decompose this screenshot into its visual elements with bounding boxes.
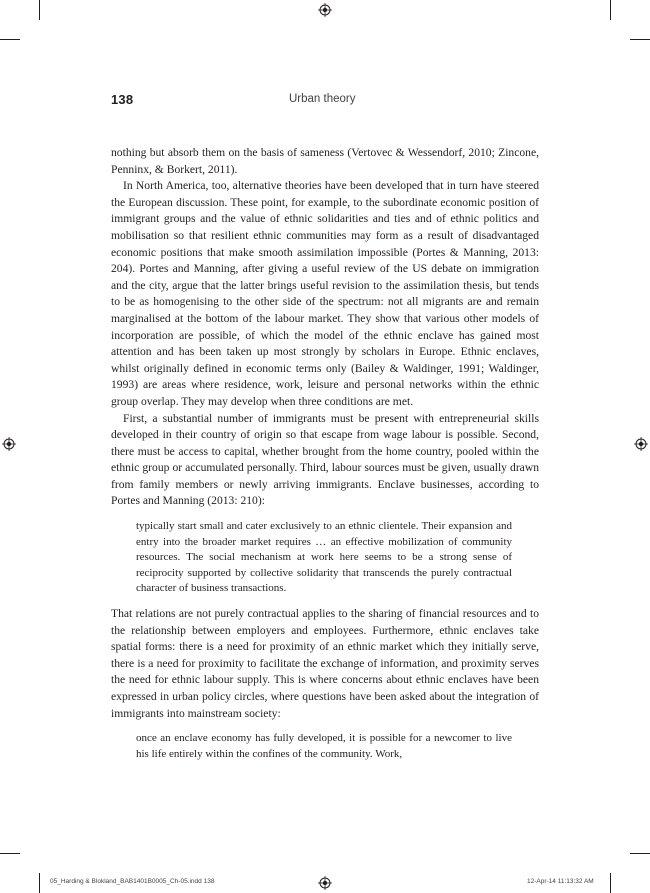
crop-mark-bottom-left bbox=[39, 873, 40, 893]
block-quote: once an enclave economy has fully developed, it is possible for a newcomer to live his life entirely within the confines of the community. Work, bbox=[136, 732, 512, 760]
crop-mark-left-top bbox=[0, 39, 20, 40]
paragraph: First, a substantial number of immigrants must be present with entrepreneurial skills developed in their country of origin so that escape from wage labour is possible. Second, there must be access to capital, whether brought from the home country, pooled within the ethnic group or accumulated personally. Third, labour sources must be given, usually drawn from family members or newly arriving immigrants. Enclave businesses, according to Portes and Manning (2013: 210): bbox=[111, 411, 539, 508]
footer-timestamp: 12-Apr-14 11:13:32 AM bbox=[527, 878, 594, 885]
crop-mark-bottom-right bbox=[610, 873, 611, 893]
registration-mark-right-icon bbox=[634, 437, 648, 451]
body-text bbox=[111, 145, 539, 771]
page-number: 138 bbox=[111, 92, 134, 107]
registration-mark-left-icon bbox=[2, 437, 16, 451]
footer-file-slug: 05_Harding & Blokland_BAB1401B0005_Ch-05.indd 138 bbox=[50, 878, 215, 885]
crop-mark-right-top bbox=[630, 39, 650, 40]
running-title: Urban theory bbox=[289, 93, 356, 105]
registration-mark-bottom-icon bbox=[318, 876, 332, 890]
paragraph: That relations are not purely contractual applies to the sharing of financial resources and to the relationship between employers and employees. Furthermore, ethnic enclaves take spatial forms: there is a need for proximity of an ethnic market which they initially serve, there is a need for proximity to facilitate the exchange of information, and proximity serves the need for ethnic labour supply. This is where concerns about ethnic enclaves have been expressed in urban policy circles, where questions have been asked about the integration of immigrants into mainstream society: bbox=[111, 607, 539, 720]
crop-mark-right-bottom bbox=[630, 853, 650, 854]
crop-mark-top-right bbox=[610, 0, 611, 20]
block-quote: typically start small and cater exclusively to an ethnic clientele. Their expansion and entry into the broader market requires … an effective mobilization of community resources. The social mechanism at work here seems to be a strong sense of reciprocity supported by collective solidarity that transcends the purely contractual character of business transactions. bbox=[136, 520, 512, 595]
registration-mark-top-icon bbox=[318, 3, 332, 17]
crop-mark-left-bottom bbox=[0, 853, 20, 854]
paragraph: nothing but absorb them on the basis of sameness (Vertovec & Wessendorf, 2010; Zincone, Penninx, & Borkert, 2011). bbox=[111, 146, 539, 176]
crop-mark-top-left bbox=[39, 0, 40, 20]
paragraph: In North America, too, alternative theories have been developed that in turn have steered the European discussion. These point, for example, to the subordinate economic position of immigrant groups and the value of ethnic solidarities and ties and of ethnic politics and mobilisation so that resilient ethnic communities may form as a result of disadvantaged economic positions that make smooth assimilation impossible (Portes & Manning, 2013: 204). Portes and Manning, after giving a useful review of the US debate on immigration and the city, argue that the latter brings useful revision to the assimilation thesis, but tends to be as homogenising to the other side of the spectrum: not all migrants are and remain marginalised at the bottom of the labour market. They show that various other models of incorporation are possible, of which the model of the ethnic enclave has gained most attention and has been taken up most strongly by scholars in Europe. Ethnic enclaves, whilst originally defined in economic terms only (Bailey & Waldinger, 1991; Waldinger, 1993) are areas where residence, work, leisure and personal networks within the ethnic group overlap. They may develop when three conditions are met. bbox=[111, 179, 539, 408]
